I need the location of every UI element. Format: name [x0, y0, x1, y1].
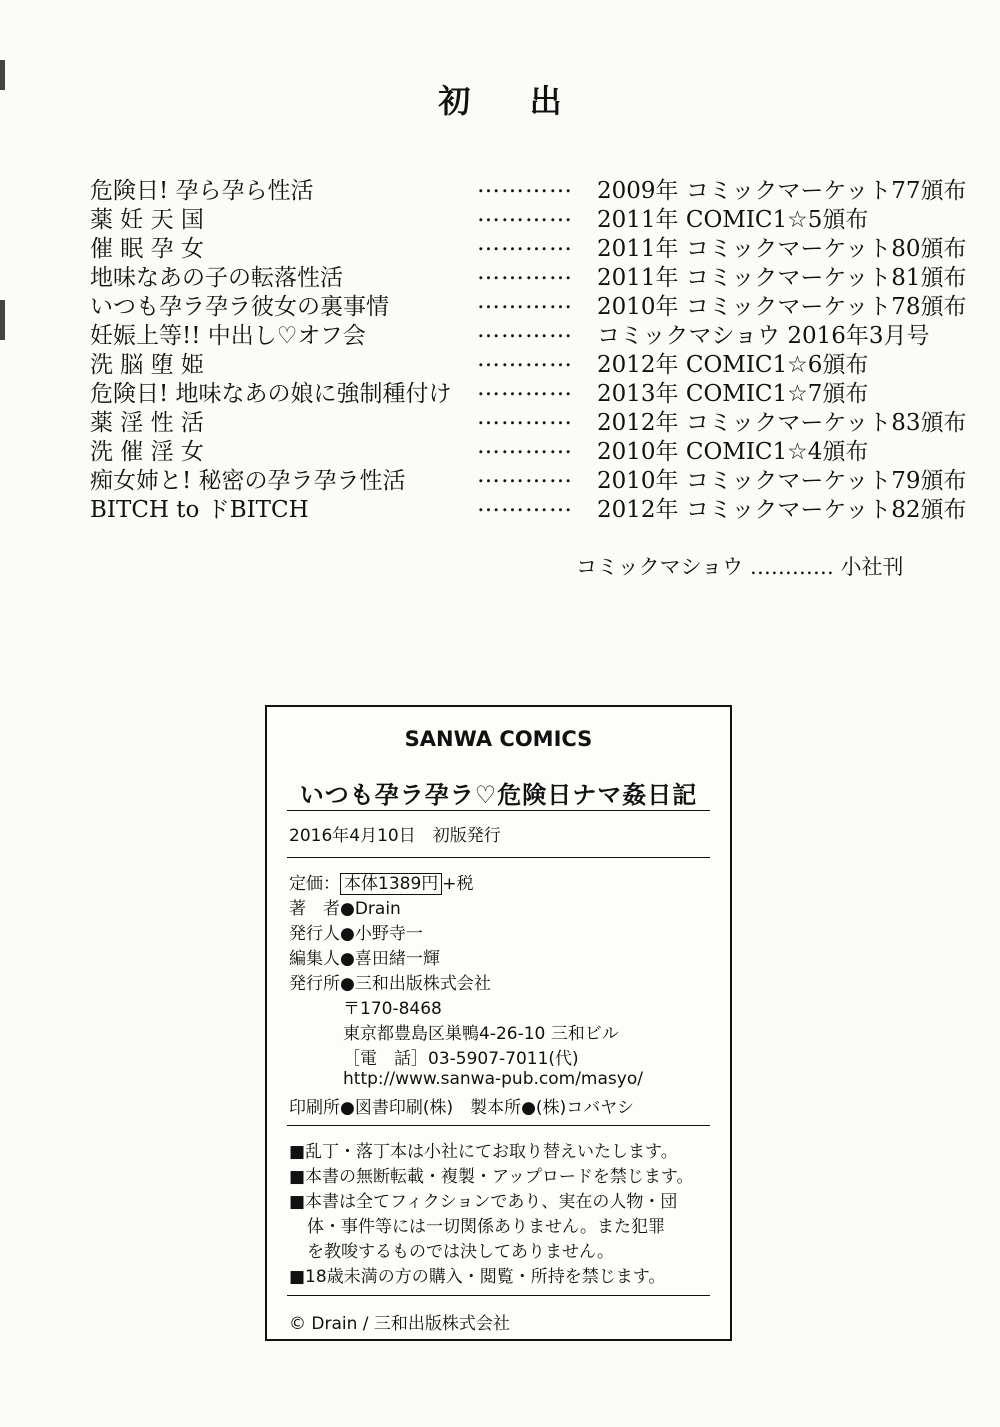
divider: [287, 857, 710, 858]
source-info: 2010年 コミックマーケット79頒布: [597, 468, 967, 494]
leader-dots: …………: [477, 404, 573, 430]
leader-dots: …………: [477, 259, 573, 285]
address: 東京都豊島区巣鴨4-26-10 三和ビル: [343, 1024, 619, 1044]
work-title: 地味なあの子の転落性活: [90, 265, 343, 291]
price-tax: +税: [442, 874, 474, 894]
postal-code: 〒170-8468: [343, 999, 442, 1019]
source-info: 2010年 コミックマーケット78頒布: [597, 294, 967, 320]
price-label: 定価：: [289, 874, 340, 894]
work-title: 危険日! 地味なあの娘に強制種付け: [90, 381, 452, 407]
source-info: 2012年 コミックマーケット83頒布: [597, 410, 967, 436]
work-title: いつも孕ラ孕ラ彼女の裏事情: [90, 294, 389, 320]
notice-line: ■18歳未満の方の購入・閲覧・所持を禁じます。: [289, 1267, 666, 1287]
list-item: [0, 201, 1000, 233]
colophon-box: [265, 705, 732, 1341]
divider: [287, 1295, 710, 1296]
work-title: 薬 淫 性 活: [90, 410, 204, 436]
source-info: 2011年 コミックマーケット81頒布: [597, 265, 967, 291]
list-item: [0, 317, 1000, 349]
notice-line: ■乱丁・落丁本は小社にてお取り替えいたします。: [289, 1142, 678, 1162]
source-info: 2010年 COMIC1☆4頒布: [597, 439, 869, 465]
notice-line: を教唆するものでは決してありません。: [307, 1242, 615, 1262]
notice-line: 体・事件等には一切関係ありません。また犯罪: [307, 1217, 666, 1237]
work-title: 危険日! 孕ら孕ら性活: [90, 178, 314, 204]
price-line: [289, 869, 474, 894]
source-info: 2013年 COMIC1☆7頒布: [597, 381, 869, 407]
leader-dots: …………: [477, 172, 573, 198]
phone: ［電 話］03-5907-7011(代): [343, 1049, 579, 1069]
source-info: 2009年 コミックマーケット77頒布: [597, 178, 967, 204]
list-item: [0, 346, 1000, 378]
list-item: [0, 404, 1000, 436]
series-label: SANWA COMICS: [404, 727, 593, 751]
source-info: コミックマショウ 2016年3月号: [597, 323, 930, 349]
leader-dots: …………: [477, 230, 573, 256]
edition-date: 2016年4月10日 初版発行: [289, 826, 501, 846]
source-info: 2012年 COMIC1☆6頒布: [597, 352, 869, 378]
publisher-line: 発行所●三和出版株式会社: [289, 974, 491, 994]
leader-dots: …………: [477, 317, 573, 343]
leader-dots: …………: [477, 375, 573, 401]
website-url: http://www.sanwa-pub.com/masyo/: [343, 1069, 643, 1089]
work-title: 洗 脳 堕 姫: [90, 352, 204, 378]
list-item: [0, 491, 1000, 523]
list-item: [0, 433, 1000, 465]
editor-line: 編集人●喜田緒一輝: [289, 949, 440, 969]
notice-line: ■本書の無断転載・複製・アップロードを禁じます。: [289, 1167, 694, 1187]
book-title: いつも孕ラ孕ラ♡危険日ナマ姦日記: [299, 780, 698, 809]
list-item: [0, 259, 1000, 291]
divider: [287, 810, 710, 811]
list-item: [0, 288, 1000, 320]
copyright: © Drain / 三和出版株式会社: [289, 1314, 510, 1334]
source-info: 2012年 コミックマーケット82頒布: [597, 497, 967, 523]
first-appearance-list: [0, 172, 1000, 523]
work-title: 洗 催 淫 女: [90, 439, 204, 465]
page-title: 初 出: [438, 82, 586, 120]
list-item: [0, 230, 1000, 262]
leader-dots: …………: [477, 433, 573, 459]
leader-dots: …………: [477, 462, 573, 488]
price-box: 本体1389円: [340, 873, 442, 895]
publisher-note: コミックマショウ ………… 小社刊: [576, 555, 904, 579]
leader-dots: …………: [477, 201, 573, 227]
leader-dots: …………: [477, 346, 573, 372]
work-title: 薬 妊 天 国: [90, 207, 204, 233]
work-title: 妊娠上等!! 中出し♡オフ会: [90, 323, 366, 349]
work-title: 催 眠 孕 女: [90, 236, 204, 262]
source-info: 2011年 COMIC1☆5頒布: [597, 207, 869, 233]
publisher-person-line: 発行人●小野寺一: [289, 924, 423, 944]
source-info: 2011年 コミックマーケット80頒布: [597, 236, 967, 262]
leader-dots: …………: [477, 288, 573, 314]
printer-line: 印刷所●図書印刷(株) 製本所●(株)コバヤシ: [289, 1098, 635, 1118]
notice-line: ■本書は全てフィクションであり、実在の人物・団: [289, 1192, 678, 1212]
author-line: 著 者●Drain: [289, 899, 401, 919]
work-title: BITCH to ドBITCH: [90, 497, 309, 523]
work-title: 痴女姉と! 秘密の孕ラ孕ラ性活: [90, 468, 406, 494]
list-item: [0, 462, 1000, 494]
leader-dots: …………: [477, 491, 573, 517]
list-item: [0, 172, 1000, 204]
list-item: [0, 375, 1000, 407]
divider: [287, 1125, 710, 1126]
